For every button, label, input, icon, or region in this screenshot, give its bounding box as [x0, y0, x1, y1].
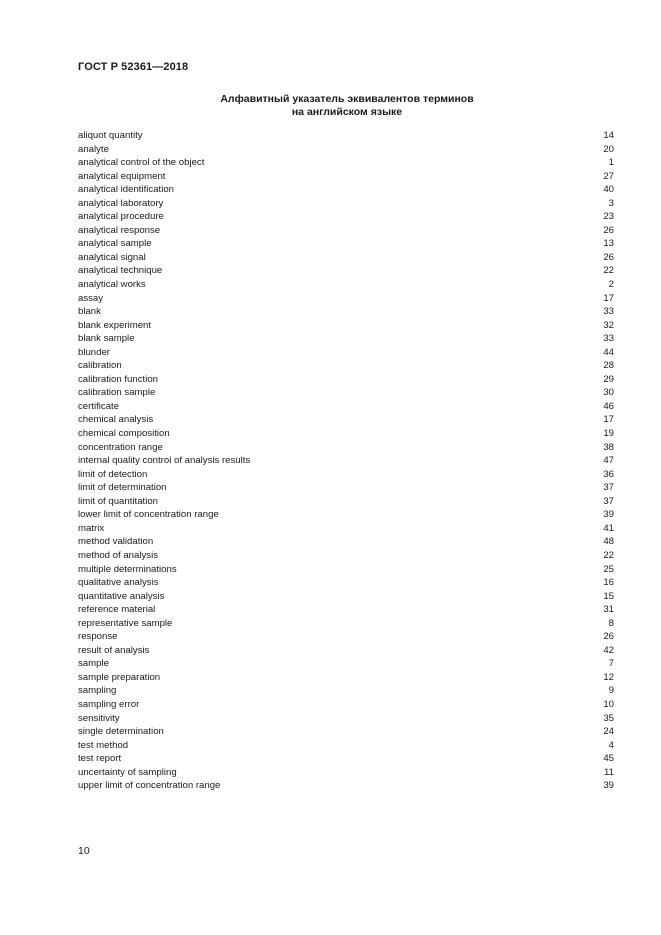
index-term-number: 17	[603, 414, 614, 426]
index-row	[78, 644, 614, 658]
index-term: analytical identification	[78, 184, 174, 196]
index-term-number: 30	[603, 387, 614, 399]
index-term: analytical signal	[78, 251, 146, 263]
index-term-number: 31	[603, 604, 614, 616]
index-term-number: 9	[608, 685, 614, 697]
index-term: upper limit of concentration range	[78, 780, 221, 792]
index-row	[78, 346, 614, 360]
index-term-number: 28	[603, 360, 614, 372]
index-row	[78, 170, 614, 184]
index-row	[78, 413, 614, 427]
index-row	[78, 441, 614, 455]
index-term: blunder	[78, 346, 111, 358]
index-row	[78, 495, 614, 509]
index-term: analytical response	[78, 224, 161, 236]
index-term-number: 35	[603, 712, 614, 724]
index-row	[78, 535, 614, 549]
index-row	[78, 468, 614, 482]
index-term: analytical procedure	[78, 211, 164, 223]
index-term: sample preparation	[78, 671, 161, 683]
index-term-number: 8	[608, 617, 614, 629]
index-term-number: 32	[603, 319, 614, 331]
index-term: chemical composition	[78, 428, 170, 440]
index-term: multiple determinations	[78, 563, 177, 575]
index-term: analyte	[78, 143, 109, 155]
index-row	[78, 563, 614, 577]
index-term-number: 1	[608, 157, 614, 169]
index-term: aliquot quantity	[78, 130, 143, 141]
index-row	[78, 671, 614, 685]
index-term: calibration function	[78, 373, 158, 385]
standard-header: ГОСТ Р 52361—2018	[78, 61, 189, 73]
index-row	[78, 508, 614, 522]
index-row	[78, 752, 614, 766]
index-term-number: 16	[603, 577, 614, 589]
index-row	[78, 590, 614, 604]
index-term: blank	[78, 306, 101, 318]
index-row	[78, 332, 614, 346]
index-term-number: 11	[604, 766, 614, 778]
term-index-list	[78, 129, 614, 793]
index-term: sampling	[78, 685, 117, 697]
index-row	[78, 292, 614, 306]
index-term: method validation	[78, 536, 154, 548]
index-term-number: 13	[603, 238, 614, 250]
index-term: blank sample	[78, 333, 135, 345]
index-term-number: 10	[603, 698, 614, 710]
index-term-number: 24	[603, 726, 614, 738]
index-term-number: 37	[603, 482, 614, 494]
index-term-number: 23	[603, 211, 614, 223]
index-term: sampling error	[78, 698, 140, 710]
index-row	[78, 630, 614, 644]
index-row	[78, 684, 614, 698]
index-term-number: 37	[603, 495, 614, 507]
index-term: analytical laboratory	[78, 197, 164, 209]
index-row	[78, 143, 614, 157]
index-term: method of analysis	[78, 549, 158, 561]
index-row	[78, 319, 614, 333]
index-term: internal quality control of analysis results	[78, 455, 251, 467]
index-row	[78, 603, 614, 617]
index-term: qualitative analysis	[78, 577, 159, 589]
index-term: response	[78, 631, 118, 643]
index-term: sensitivity	[78, 712, 120, 724]
index-row	[78, 766, 614, 780]
index-term-number: 47	[603, 455, 614, 467]
index-term: analytical works	[78, 279, 146, 291]
index-term: sample	[78, 658, 109, 670]
index-term: concentration range	[78, 441, 163, 453]
index-term: reference material	[78, 604, 156, 616]
index-term-number: 38	[603, 441, 614, 453]
index-row	[78, 224, 614, 238]
index-term-number: 3	[608, 197, 614, 209]
index-row	[78, 373, 614, 387]
index-term-number: 15	[603, 590, 614, 602]
index-row	[78, 156, 614, 170]
index-term: assay	[78, 292, 104, 304]
index-term-number: 26	[603, 251, 614, 263]
index-term: representative sample	[78, 617, 173, 629]
index-row	[78, 237, 614, 251]
index-term: lower limit of concentration range	[78, 509, 219, 521]
index-term: result of analysis	[78, 644, 150, 656]
index-term-number: 12	[603, 671, 614, 683]
index-row	[78, 359, 614, 373]
index-row	[78, 427, 614, 441]
index-term-number: 41	[603, 522, 614, 534]
index-title-line-2: на английском языке	[291, 106, 403, 118]
index-row	[78, 698, 614, 712]
index-term-number: 27	[603, 170, 614, 182]
index-row	[78, 305, 614, 319]
index-term-number: 33	[603, 306, 614, 318]
index-term: uncertainty of sampling	[78, 766, 177, 778]
index-row	[78, 725, 614, 739]
index-term-number: 48	[603, 536, 614, 548]
index-row	[78, 197, 614, 211]
index-term: test report	[78, 753, 122, 765]
index-row	[78, 129, 614, 143]
index-row	[78, 739, 614, 753]
index-row	[78, 576, 614, 590]
index-row	[78, 454, 614, 468]
index-title	[0, 93, 661, 119]
index-term-number: 14	[603, 130, 614, 141]
index-term-number: 39	[603, 780, 614, 792]
index-row	[78, 617, 614, 631]
index-term-number: 29	[603, 373, 614, 385]
index-row	[78, 779, 614, 793]
index-term-number: 4	[608, 739, 614, 751]
index-term: analytical technique	[78, 265, 163, 277]
index-term-number: 39	[603, 509, 614, 521]
index-row	[78, 657, 614, 671]
index-term: limit of detection	[78, 468, 148, 480]
index-term-number: 25	[603, 563, 614, 575]
index-term-number: 17	[603, 292, 614, 304]
index-row	[78, 712, 614, 726]
index-row	[78, 481, 614, 495]
index-term: single determination	[78, 726, 164, 738]
index-term: test method	[78, 739, 129, 751]
index-term-number: 20	[603, 143, 614, 155]
index-row	[78, 278, 614, 292]
index-term: chemical analysis	[78, 414, 154, 426]
index-row	[78, 549, 614, 563]
index-term: analytical control of the object	[78, 157, 205, 169]
index-term: limit of quantitation	[78, 495, 158, 507]
index-term: blank experiment	[78, 319, 152, 331]
index-row	[78, 386, 614, 400]
index-row	[78, 264, 614, 278]
index-term: calibration	[78, 360, 122, 372]
index-term: analytical sample	[78, 238, 152, 250]
index-term: analytical equipment	[78, 170, 166, 182]
index-term-number: 46	[603, 400, 614, 412]
index-term-number: 22	[603, 265, 614, 277]
index-term-number: 19	[603, 428, 614, 440]
index-term: certificate	[78, 400, 120, 412]
index-term-number: 33	[603, 333, 614, 345]
index-row	[78, 522, 614, 536]
index-term-number: 2	[608, 279, 614, 291]
index-term: limit of determination	[78, 482, 167, 494]
index-row	[78, 183, 614, 197]
index-term-number: 36	[603, 468, 614, 480]
index-term-number: 7	[608, 658, 614, 670]
index-term-number: 22	[603, 549, 614, 561]
page-number: 10	[78, 845, 90, 857]
index-term-number: 42	[603, 644, 614, 656]
index-row	[78, 210, 614, 224]
index-term-number: 26	[603, 631, 614, 643]
index-row	[78, 251, 614, 265]
index-term: quantitative analysis	[78, 590, 165, 602]
index-term-number: 40	[603, 184, 614, 196]
index-term-number: 44	[603, 346, 614, 358]
index-row	[78, 400, 614, 414]
index-title-line-1: Алфавитный указатель эквивалентов терминов	[220, 93, 474, 105]
index-term-number: 45	[603, 753, 614, 765]
index-term: calibration sample	[78, 387, 156, 399]
index-term: matrix	[78, 522, 105, 534]
index-term-number: 26	[603, 224, 614, 236]
